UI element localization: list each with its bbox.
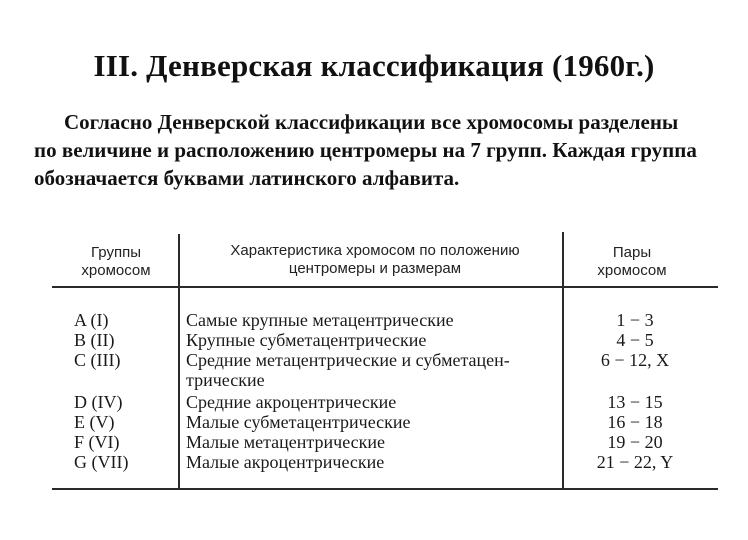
pairs-cell: 4 − 5 — [616, 330, 654, 350]
pairs-cell: 16 − 18 — [607, 412, 663, 432]
characteristic-cell: Малые субметацентрические — [186, 412, 411, 432]
slide-title: III. Денверская классификация (1960г.) — [93, 48, 655, 83]
pairs-cell: 1 − 3 — [616, 310, 654, 330]
pairs-cell: 13 − 15 — [607, 392, 663, 412]
group-cell: C (III) — [74, 350, 121, 370]
chromosome-table — [50, 230, 720, 492]
pairs-cell: 21 − 22, Y — [596, 452, 674, 472]
header-pairs: Пары хромосом — [597, 244, 667, 279]
characteristic-cell-continuation: трические — [186, 370, 265, 390]
header-groups: Группы хромосом — [81, 244, 151, 279]
intro-paragraph: Согласно Денверской классификации все хромосомы разделены по величине и расположению центромеры на 7 групп. Каждая группа обозначается буквами латинского алфавита. — [34, 110, 697, 190]
characteristic-cell: Крупные субметацентрические — [186, 330, 427, 350]
pairs-cell: 6 − 12, X — [600, 350, 670, 370]
group-cell: A (I) — [74, 310, 109, 330]
characteristic-cell: Малые акроцентрические — [186, 452, 385, 472]
characteristic-cell: Средние акроцентрические — [186, 392, 397, 412]
characteristic-cell: Малые метацентрические — [186, 432, 385, 452]
table-divider-2 — [562, 232, 564, 488]
group-cell: E (V) — [74, 412, 115, 432]
characteristic-cell: Средние метацентрические и субметацен- — [186, 350, 510, 370]
group-cell: F (VI) — [74, 432, 120, 452]
group-cell: B (II) — [74, 330, 115, 350]
characteristic-cell: Самые крупные метацентрические — [186, 310, 454, 330]
table-bottom-rule — [52, 488, 718, 490]
pairs-cell: 19 − 20 — [607, 432, 663, 452]
header-characteristic: Характеристика хромосом по положению центромеры и размерам — [230, 242, 520, 277]
group-cell: G (VII) — [74, 452, 129, 472]
table-divider-1 — [178, 234, 180, 488]
group-cell: D (IV) — [74, 392, 123, 412]
table-header-rule — [52, 286, 718, 288]
